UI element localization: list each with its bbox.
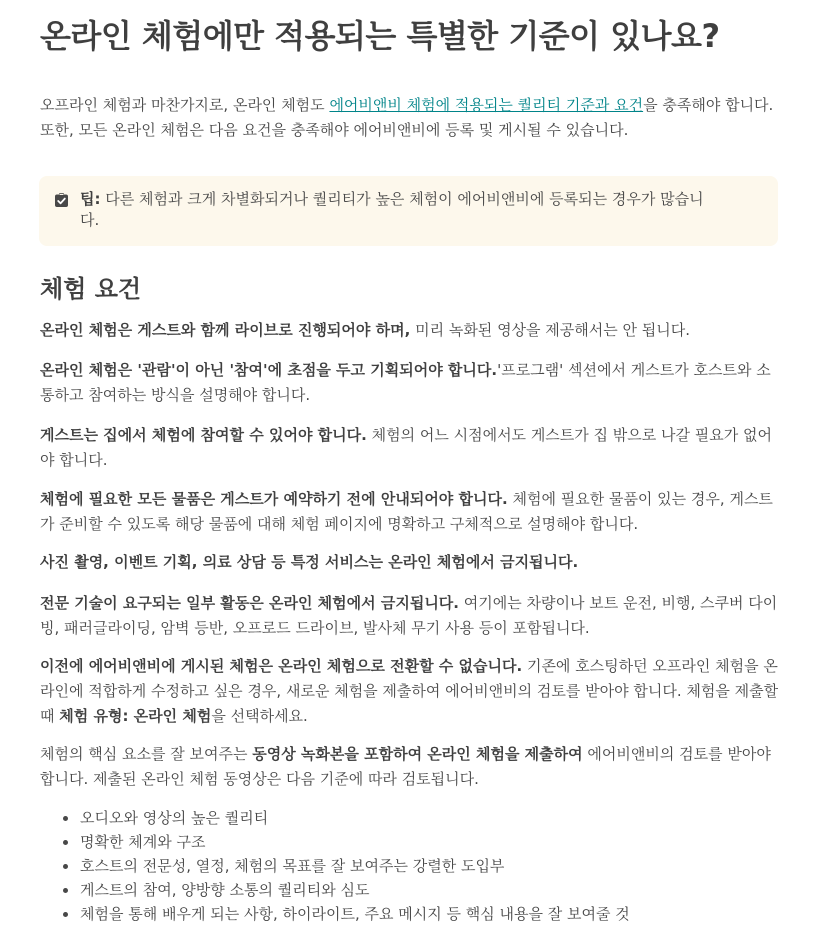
- requirement-text: 미리 녹화된 영상을 제공해서는 안 됩니다.: [410, 321, 691, 339]
- video-criteria-list: [40, 806, 630, 926]
- requirement-conversion: [40, 654, 780, 729]
- requirement-text: 여기에는 차량이나 보트 운전, 비행, 스쿠버 다이빙, 패러글라이딩, 암벽 등반, 오프로드 드라이브, 발사체 무기 사용 등이 포함됩니다.: [40, 594, 778, 637]
- list-item: 호스트의 전문성, 열정, 체험의 목표를 잘 보여주는 강렬한 도입부: [80, 854, 630, 878]
- quality-standards-link[interactable]: 에어비앤비 체험에 적용되는 퀄리티 기준과 요건: [329, 96, 644, 114]
- section-heading: 체험 요건: [40, 275, 142, 303]
- requirement-at-home: [40, 423, 780, 473]
- list-item: 명확한 체계와 구조: [80, 830, 630, 854]
- tip-body: 다른 체험과 크게 차별화되거나 퀄리티가 높은 체험이 에어비앤비에 등록되는 경우가 많습니다.: [80, 190, 704, 229]
- requirement-bold: 체험에 필요한 모든 물품은 게스트가 예약하기 전에 안내되어야 합니다.: [40, 490, 508, 508]
- video-text-rest: 에어비앤비의 검토를 받아야 합니다. 제출된 온라인 체험 동영상은 다음 기준에 따라 검토됩니다.: [40, 745, 771, 788]
- requirement-prohibited-activities: [40, 591, 780, 641]
- experience-type-label: 체험 유형: 온라인 체험: [59, 707, 212, 725]
- video-bold: 동영상 녹화본을 포함하여 온라인 체험을 제출하여: [252, 745, 583, 763]
- tip-text: [80, 189, 720, 231]
- intro-text-before: 오프라인 체험과 마찬가지로, 온라인 체험도: [40, 96, 330, 114]
- requirement-text: '프로그램' 섹션에서 게스트가 호스트와 소통하고 참여하는 방식을 설명해야 합니다.: [40, 361, 771, 404]
- requirement-bold: 게스트는 집에서 체험에 참여할 수 있어야 합니다.: [40, 426, 367, 444]
- requirement-bold: 전문 기술이 요구되는 일부 활동은 온라인 체험에서 금지됩니다.: [40, 594, 459, 612]
- requirement-supplies: [40, 487, 780, 537]
- intro-paragraph: [40, 93, 780, 143]
- requirement-text: 기존에 호스팅하던 오프라인 체험을 온라인에 적합하게 수정하고 싶은 경우, 새로운 체험을 제출하여 에어비앤비의 검토를 받아야 합니다. 체험을 제출할 때: [40, 657, 779, 725]
- clipboard-check-icon: [55, 192, 68, 206]
- requirement-bold: 온라인 체험은 게스트와 함께 라이브로 진행되어야 하며,: [40, 321, 411, 339]
- list-item: 체험을 통해 배우게 되는 사항, 하이라이트, 주요 메시지 등 핵심 내용을 잘 보여줄 것: [80, 902, 630, 926]
- requirement-participation: [40, 358, 780, 408]
- list-item: 게스트의 참여, 양방향 소통의 퀄리티와 심도: [80, 878, 630, 902]
- requirement-live: [40, 318, 780, 343]
- page-title: 온라인 체험에만 적용되는 특별한 기준이 있나요?: [40, 17, 720, 55]
- requirement-prohibited-services: [40, 550, 780, 575]
- video-submission-paragraph: [40, 742, 780, 792]
- requirement-bold: 온라인 체험은 '관람'이 아닌 '참여'에 초점을 두고 기획되어야 합니다.: [40, 361, 498, 379]
- requirement-text: 을 선택하세요.: [211, 707, 308, 725]
- requirement-bold: 이전에 에어비앤비에 게시된 체험은 온라인 체험으로 전환할 수 없습니다.: [40, 657, 523, 675]
- tip-label: 팁:: [80, 190, 101, 208]
- requirement-text: 체험의 어느 시점에서도 게스트가 집 밖으로 나갈 필요가 없어야 합니다.: [40, 426, 773, 469]
- requirement-bold: 사진 촬영, 이벤트 기획, 의료 상담 등 특정 서비스는 온라인 체험에서 금지됩니다.: [40, 553, 579, 571]
- intro-text-after: 을 충족해야 합니다. 또한, 모든 온라인 체험은 다음 요건을 충족해야 에어비앤비에 등록 및 게시될 수 있습니다.: [40, 96, 774, 139]
- video-text-pre: 체험의 핵심 요소를 잘 보여주는: [40, 745, 253, 763]
- tip-callout: [39, 176, 778, 246]
- requirement-text: 체험에 필요한 물품이 있는 경우, 게스트가 준비할 수 있도록 해당 물품에 대해 체험 페이지에 명확하고 구체적으로 설명해야 합니다.: [40, 490, 773, 533]
- list-item: 오디오와 영상의 높은 퀄리티: [80, 806, 630, 830]
